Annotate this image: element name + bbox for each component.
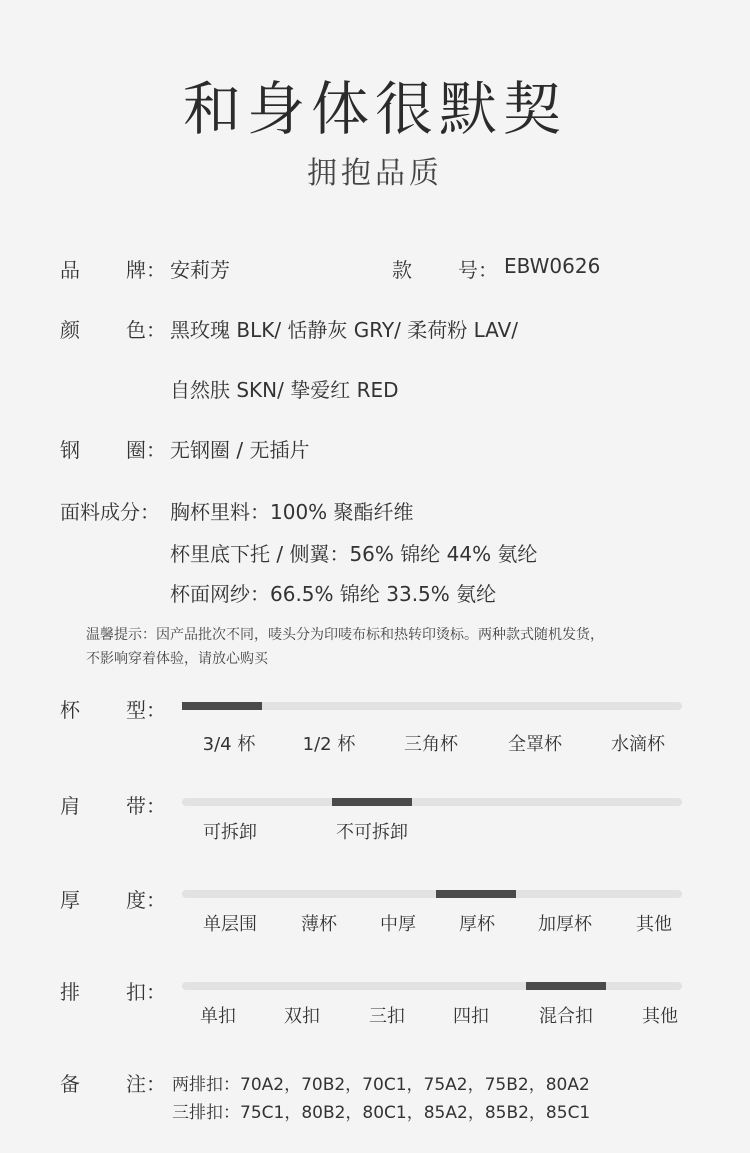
strap-label-b: 带：	[126, 794, 166, 818]
wire-value: 无钢圈 / 无插片	[170, 438, 310, 462]
brand-label-b: 牌：	[126, 258, 166, 282]
notice-line2: 不影响穿着体验，请放心购买	[86, 651, 268, 667]
remarks-line1: 两排扣：70A2，70B2，70C1，75A2，75B2，80A2	[172, 1075, 590, 1095]
thickness-option: 薄杯	[301, 914, 337, 935]
model-value: EBW0626	[504, 254, 601, 278]
strap-option: 可拆卸	[203, 822, 257, 843]
notice-line1: 温馨提示：因产品批次不同，唛头分为印唛布标和热转印烫标。两种款式随机发货，	[86, 627, 604, 643]
fabric-line2: 杯里底下托 / 侧翼：56% 锦纶 44% 氨纶	[170, 542, 538, 566]
remarks-label-a: 备	[60, 1072, 80, 1096]
cup-type-option: 全罩杯	[508, 734, 562, 755]
thickness-track	[182, 890, 682, 898]
fabric-line1: 胸杯里料：100% 聚酯纤维	[170, 500, 414, 524]
thickness-option: 加厚杯	[538, 914, 592, 935]
thickness-option: 厚杯	[459, 914, 495, 935]
cup-type-option: 1/2 杯	[302, 734, 356, 755]
thickness-label-b: 度：	[126, 888, 166, 912]
cup-type-option: 水滴杯	[611, 734, 665, 755]
clasp-option: 四扣	[453, 1006, 489, 1027]
cup-type-label-a: 杯	[60, 698, 80, 722]
color-label-b: 色：	[126, 318, 166, 342]
color-value-line1: 黑玫瑰 BLK/ 恬静灰 GRY/ 柔荷粉 LAV/	[170, 318, 518, 342]
cup-type-option: 3/4 杯	[202, 734, 256, 755]
clasp-option: 单扣	[200, 1006, 236, 1027]
strap-label-a: 肩	[60, 794, 80, 818]
thickness-option: 单层围	[203, 914, 257, 935]
cup-type-selected-segment	[182, 702, 262, 710]
wire-label-a: 钢	[60, 438, 80, 462]
clasp-selected-segment	[526, 982, 606, 990]
model-label-a: 款	[392, 258, 412, 282]
page-title: 和身体很默契	[182, 75, 567, 143]
clasp-track	[182, 982, 682, 990]
remarks-label-b: 注：	[126, 1072, 166, 1096]
page-subtitle: 拥抱品质	[307, 156, 443, 191]
strap-selected-segment	[332, 798, 412, 806]
brand-label-a: 品	[60, 258, 80, 282]
clasp-label-b: 扣：	[126, 980, 166, 1004]
fabric-line3: 杯面网纱：66.5% 锦纶 33.5% 氨纶	[170, 582, 497, 606]
clasp-option: 其他	[642, 1006, 678, 1027]
model-label-b: 号：	[458, 258, 498, 282]
thickness-selected-segment	[436, 890, 516, 898]
clasp-option: 双扣	[284, 1006, 320, 1027]
clasp-label-a: 排	[60, 980, 80, 1004]
clasp-option: 混合扣	[539, 1006, 593, 1027]
cup-type-track	[182, 702, 682, 710]
cup-type-option: 三角杯	[404, 734, 458, 755]
thickness-option: 中厚	[380, 914, 416, 935]
fabric-label: 面料成分：	[60, 500, 160, 524]
strap-option: 不可拆卸	[336, 822, 408, 843]
thickness-label-a: 厚	[60, 888, 80, 912]
remarks-line2: 三排扣：75C1，80B2，80C1，85A2，85B2，85C1	[172, 1103, 591, 1123]
wire-label-b: 圈：	[126, 438, 166, 462]
thickness-option: 其他	[636, 914, 672, 935]
brand-value: 安莉芳	[170, 258, 230, 282]
color-value-line2: 自然肤 SKN/ 挚爱红 RED	[170, 378, 399, 402]
clasp-option: 三扣	[369, 1006, 405, 1027]
strap-track	[182, 798, 682, 806]
cup-type-label-b: 型：	[126, 698, 166, 722]
color-label-a: 颜	[60, 318, 80, 342]
